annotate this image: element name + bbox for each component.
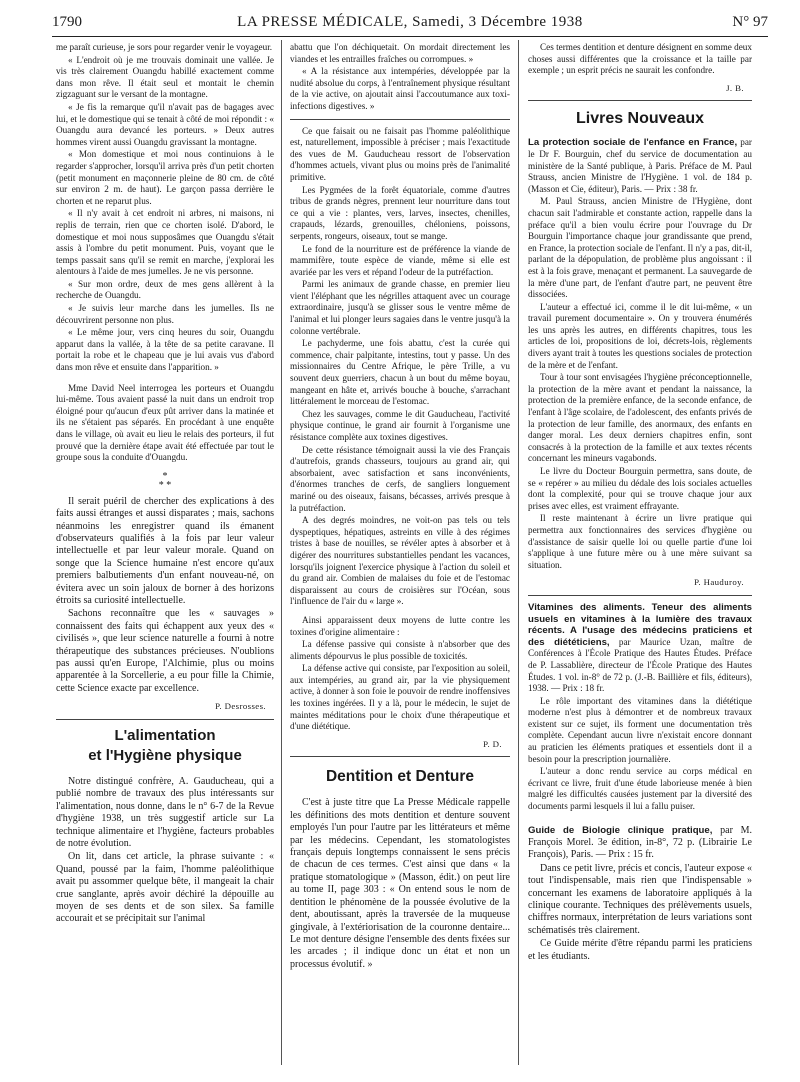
column-separator	[518, 40, 519, 1065]
book-reference: par le Dr F. Bourguin, chef du service de documentation au ministère de la Santé publique, à Paris. Préface de M. Paul Strauss, ancien Ministre de l'Hygiène. 1 vol. de 184 p. (Masson et Cie, éditeur), Paris. — Prix : 38 fr.	[528, 137, 752, 194]
paragraph: « Mon domestique et moi nous continuions à le regarder s'approcher, lorsqu'il arriva près d'un petit chorten (petit monument en maçonnerie pleine de 80 cm. de côté sur environ 2 m. de haut). Le garçon passa derrière le chorten et ne reparut plus.	[56, 149, 274, 206]
signature: J. B.	[726, 82, 744, 93]
paragraph: C'est à juste titre que La Presse Médicale rappelle les définitions des mots dentition et denture souvent employés l'un pour l'autre par les littérateurs et même par les médecins. Cependant, les stomatologistes français depuis longtemps connaissent le sens précis de chacun de ces termes. C'est ainsi que dans « la pratique stomatologique » (Masson, édit.) on peut lire au tome II, page 303 : « On entend sous le nom de dentition le phénomène de la poussée évolutive de la dent, aboutissant, après la traversée de la muqueuse gingivale, à l'extériorisation de la couronne dentaire... Le mot denture désigne l'ensemble des dents fixées sur les arcades ; il indique donc un état et non un processus évolutif. »	[290, 797, 510, 970]
paragraph: La défense passive qui consiste à n'absorber que des aliments dépourvus le plus possible de toxicités.	[290, 639, 510, 661]
paragraph: Tour à tour sont envisagées l'hygiène préconceptionnelle, la protection de la mère avant et pendant la naissance, la protection de la première enfance, de la seconde enfance, de l'enfant à l'âge scolaire, de l'adolescent, des enfants privés de la protection de leur famille, des anormaux, des enfants en danger moral. Les deux derniers chapitres enfin, sont consacrés à la protection de la famille et aux textes récents concernant les mineurs vagabonds.	[528, 372, 752, 464]
paragraph: « A la résistance aux intempéries, développée par la nudité absolue du corps, à l'entraînement physique résultant de la vie active, on ajoutait ainsi l'accoutumance aux toxi-infections digestives. »	[290, 66, 510, 111]
book-reference: par Maurice Uzan, maître de Conférences à l'École Pratique des Hautes Études. Préface de P. Lassablière, directeur de l'École Pratique des Hautes Études. 1 vol. in-8° de 72 p. (J.-B. Baillière et fils, éditeurs), 1938. — Prix : 18 fr.	[528, 636, 752, 694]
paragraph: La défense active qui consiste, par l'exposition au soleil, aux intempéries, au grand air, par la vie physiquement active, à donner à son foie le pouvoir de rendre inoffensives les toxines ingérées. Il y a là, pour le médecin, le sujet de maintes méditations pour le choix d'une thérapeutique et d'une diététique.	[290, 663, 510, 732]
paragraph: Le rôle important des vitamines dans la diététique moderne n'est plus à démontrer et de nombreux travaux existent sur ce sujet, ils forment une documentation très complète. Cependant aucun livre n'existait encore donnant au praticien les éléments pratiques et essentiels dont il a besoin pour la prescription journalière.	[528, 695, 752, 764]
paragraph: Mme David Neel interrogea les porteurs et Ouangdu lui-même. Tous avaient passé la nuit dans un endroit trop éloigné pour qu'aucun d'eux pût arriver dans la matinée et ils ne s'étaient pas séparés. En procédant à une enquête dans le village, où avait eu lieu le relais des porteurs, il fut prouvé que la dernière étape avait été effectuée par tout le groupe sous la conduite d'Ouangdu.	[56, 382, 274, 463]
signature: P. Desrosses.	[215, 701, 266, 712]
paragraph: A des degrés moindres, ne voit-on pas tels ou tels dyspeptiques, hépatiques, astreints en ville à des régimes tristes à base de nouilles, se révéler aptes à absorber et à digérer des nourritures substantielles pendant les vacances, lorsqu'ils joignent l'exercice physique à l'action du soleil et du grand air. Combien de malaises du foie et de l'estomac disparaissent au cours de croisières sur l'Océan, sous l'influence de l'air du « large ».	[290, 515, 510, 607]
book-reference: par M. François Morel. 3e édition, in-8°, 72 p. (Librairie Le François), Paris. — Prix : 15 fr.	[528, 824, 752, 861]
journal-title: LA PRESSE MÉDICALE, Samedi, 3 Décembre 1938	[237, 14, 583, 30]
paragraph: Chez les sauvages, comme le dit Gauducheau, l'activité physique continue, le grand air fournit à l'organisme une résistance complète aux toxines digestives.	[290, 408, 510, 442]
paragraph: « Sur mon ordre, deux de mes gens allèrent à la recherche de Ouangdu.	[56, 278, 274, 301]
book-review	[528, 602, 752, 813]
section-stars: * * *	[158, 470, 172, 491]
paragraph: « Je fis la remarque qu'il n'avait pas de bagages avec lui, et le domestique qui se tenait à côté de moi répondit : « Ouangdu aura devancé les porteurs. » Deux autres hommes virent aussi Ouangdu gravissant la montagne.	[56, 101, 274, 147]
book-title: Guide de Biologie clinique pratique,	[528, 824, 713, 836]
issue-number: N° 97	[732, 14, 768, 30]
paragraph: Parmi les animaux de grande chasse, en premier lieu vient l'éléphant que les négrilles attaquent avec un courage extraordinaire, jusqu'à se glisser sous le ventre même de l'animal et lui plonger leurs sagaies dans le ventre jusqu'à la colonne vertébrale.	[290, 279, 510, 336]
book-title: La protection sociale de l'enfance en France,	[528, 137, 738, 149]
paragraph: Il serait puéril de chercher des explications à des faits aussi étranges et aussi disparates ; mais, sachons néanmoins les enregistrer quand ils émanent d'observateurs qualifiés à la fois par leur valeur intellectuelle et par leur valeur morale. Quand on songe que la Science humaine n'est encore qu'aux premiers balbutiements d'un enfant nouveau-né, on évitera avec un soin jaloux de borner à des horizons étroits sa curiosité intellectuelle.	[56, 495, 274, 607]
book-title: Vitamines des aliments. Teneur des aliments usuels en vitamines à la lumière des travaux récents. A l'usage des médecins praticiens et des diététiciens,	[528, 601, 752, 648]
paragraph: L'auteur a donc rendu service au corps médical en écrivant ce livre, fruit d'une étude laborieuse menée à bien malgré les difficultés causées justement par la diversité des documents parmi lesquels il lui a fallu puiser.	[528, 766, 752, 812]
book-review	[528, 137, 752, 589]
paragraph: abattu que l'on déchiquetait. On mordait directement les viandes et les entrailles fraîches ou corrompues. »	[290, 42, 510, 64]
section-title: Livres Nouveaux	[575, 110, 705, 128]
article-title: L'alimentation et l'Hygiène physique	[88, 726, 242, 764]
paragraph: Ce que faisait ou ne faisait pas l'homme paléolithique est, naturellement, impossible à préciser ; mais l'exactitude des vues de M. Gauducheau ressort de l'observation d'hommes actuels, vivant plus ou moins près de l'animalité primitive.	[290, 125, 510, 182]
paragraph: « L'endroit où je me trouvais dominait une vallée. Je vis très clairement Ouangdu habillé exactement comme dans mon rêve. Il était seul et montait le chemin zigzaguant sur le versant de la montagne.	[56, 54, 274, 100]
paragraph: Ces termes dentition et denture désignent en somme deux choses aussi différentes que la croissance et la taille par exemple ; un esprit précis ne saurait les confondre.	[528, 42, 752, 76]
paragraph: me paraît curieuse, je sors pour regarder venir le voyageur.	[56, 42, 273, 52]
paragraph: Sachons reconnaître que les « sauvages » connaissent des faits qui échappent aux yeux des « civilisés », que leur science naturelle a fourni à notre thérapeutique des substances précieuses. N'oublions pas aussi qu'en Europe, l'Alchimie, plus ou moins apparentée à la Sorcellerie, a eu pour fille la Chimie, cette Science exacte par excellence.	[56, 608, 274, 694]
paragraph: Il reste maintenant à écrire un livre pratique qui permettra aux fonctionnaires des services d'hygiène ou d'assistance de saisir quelle loi ou quelle partie d'une loi s'applique à une future mère ou à une mère suivant sa situation.	[528, 513, 752, 570]
page-number: 1790	[52, 14, 82, 30]
paragraph: De cette résistance témoignait aussi la vie des Français d'autrefois, grands chasseurs, toujours au grand air, qui absorbaient, avec satisfaction et sans inconvénients, d'énormes tranches de cerfs, de sangliers longuement mariné ou des oiseaux, faisans, bécasses, arrivés presque à la putréfaction.	[290, 444, 510, 513]
paragraph: M. Paul Strauss, ancien Ministre de l'Hygiène, dont chacun sait l'admirable et constante action, rappelle dans la préface qu'il a bien voulu écrire pour l'ouvrage du Dr Bourguin l'importance chaque jour grandissante que prend, en France, la protection sociale de l'enfant. Il n'y a pas, dit-il, parlant de la dépopulation, de problème plus angoissant : il est à la fois grave, menaçant et permanent. La sauvegarde de la mère d'une part, de l'enfant d'autre part, ne peuvent être dissociées.	[528, 196, 752, 300]
page-header	[52, 14, 768, 34]
column-separator	[281, 40, 282, 1065]
paragraph: « Le même jour, vers cinq heures du soir, Ouangdu apparut dans la vallée, à la tête de sa petite caravane. Il portait la robe et le chapeau que je lui avais vus d'abord dans mon rêve et ensuite dans l'apparition. »	[56, 327, 274, 373]
paragraph: Le livre du Docteur Bourguin permettra, sans doute, de se « repérer » au milieu du dédale des lois sociales actuelles dont la complexité, pour qui se trouve chaque jour aux prises avec elles, est vraiment effrayante.	[528, 466, 752, 511]
paragraph: « Je suivis leur marche dans les jumelles. Ils ne découvrirent personne non plus.	[56, 303, 274, 325]
paragraph: « Il n'y avait à cet endroit ni arbres, ni maisons, ni replis de terrain, rien que ce chorten isolé. D'abord, le domestique et moi nous supposâmes que Ouangdu s'était assis à l'ombre du petit monument. Puis, voyant que le temps passait sans qu'il se remit en marche, j'explorai les alentours à l'aide de mes jumelles. Je ne vis personne.	[56, 208, 274, 277]
paragraph: Notre distingué confrère, A. Gauducheau, qui a publié nombre de travaux des plus intéressants sur l'alimentation, nous donne, dans le n° 6-7 de la Revue d'hygiène 1938, un très suggestif article sur La technique alimentaire et l'hygiène, facteurs probables de notre évolution.	[56, 775, 274, 849]
paragraph: On lit, dans cet article, la phrase suivante : « Quand, poussé par la faim, l'homme paléolithique avait pu assommer quelque bête, il mangeait la chair crue sanglante, après avoir déchiré la dépouille au moyen de ses dents et de son silex. Sa famille accourait et se précipitait sur l'animal	[56, 851, 274, 925]
paragraph: Les Pygmées de la forêt équatoriale, comme d'autres tribus de grands nègres, prennent leur nourriture dans tout ce qui a vie : plantes, vers, larves, insectes, chenilles, crapauds, lézards, grenouilles, chéloniens, poissons, serpents, rongeurs, oiseaux, tout se mange.	[290, 184, 510, 241]
paragraph: Dans ce petit livre, précis et concis, l'auteur expose « tout l'indispensable, mais rien que l'indispensable » concernant les examens de laboratoire appliqués à la clinique courante. Techniques des prélèvements usuels, chiffres normaux, interprétation de leurs variations sont schématisés très clairement.	[528, 862, 752, 936]
paragraph: Ainsi apparaissent deux moyens de lutte contre les toxines d'origine alimentaire :	[290, 614, 510, 637]
signature: P. D.	[483, 738, 502, 749]
column-2	[290, 42, 510, 972]
header-rule	[52, 36, 768, 37]
column-1	[56, 42, 274, 927]
paragraph: Le pachyderme, une fois abattu, c'est la curée qui commence, chair palpitante, intestins, tout y passe. Un des missionnaires du Centre Afrique, le père Trille, a vu souvent deux guerriers, chacun à un bout du même boyau, mangeant en hâte et, arrivés bouche à bouche, s'arrachant littéralement le morceau de l'estomac.	[290, 338, 510, 407]
paragraph: L'auteur a effectué ici, comme il le dit lui-même, « un travail purement documentaire ». On y trouvera énumérés les uns après les autres, en différents chapitres, tous les articles de loi, propositions de loi, décrets-lois, règlements divers ayant trait à toutes les questions sociales de protection de la mère et de l'enfant.	[528, 301, 752, 370]
paragraph: Le fond de la nourriture est de préférence la viande de mammifère, toute espèce de viande, même si elle est avariée par les vers et répand l'odeur de la putréfaction.	[290, 243, 510, 277]
article-title: Dentition et Denture	[325, 768, 475, 786]
column-3	[528, 42, 752, 964]
paragraph: Ce Guide mérite d'être répandu parmi les praticiens et les étudiants.	[528, 938, 752, 962]
book-review	[528, 825, 752, 963]
signature: P. Hauduroy.	[694, 577, 744, 588]
